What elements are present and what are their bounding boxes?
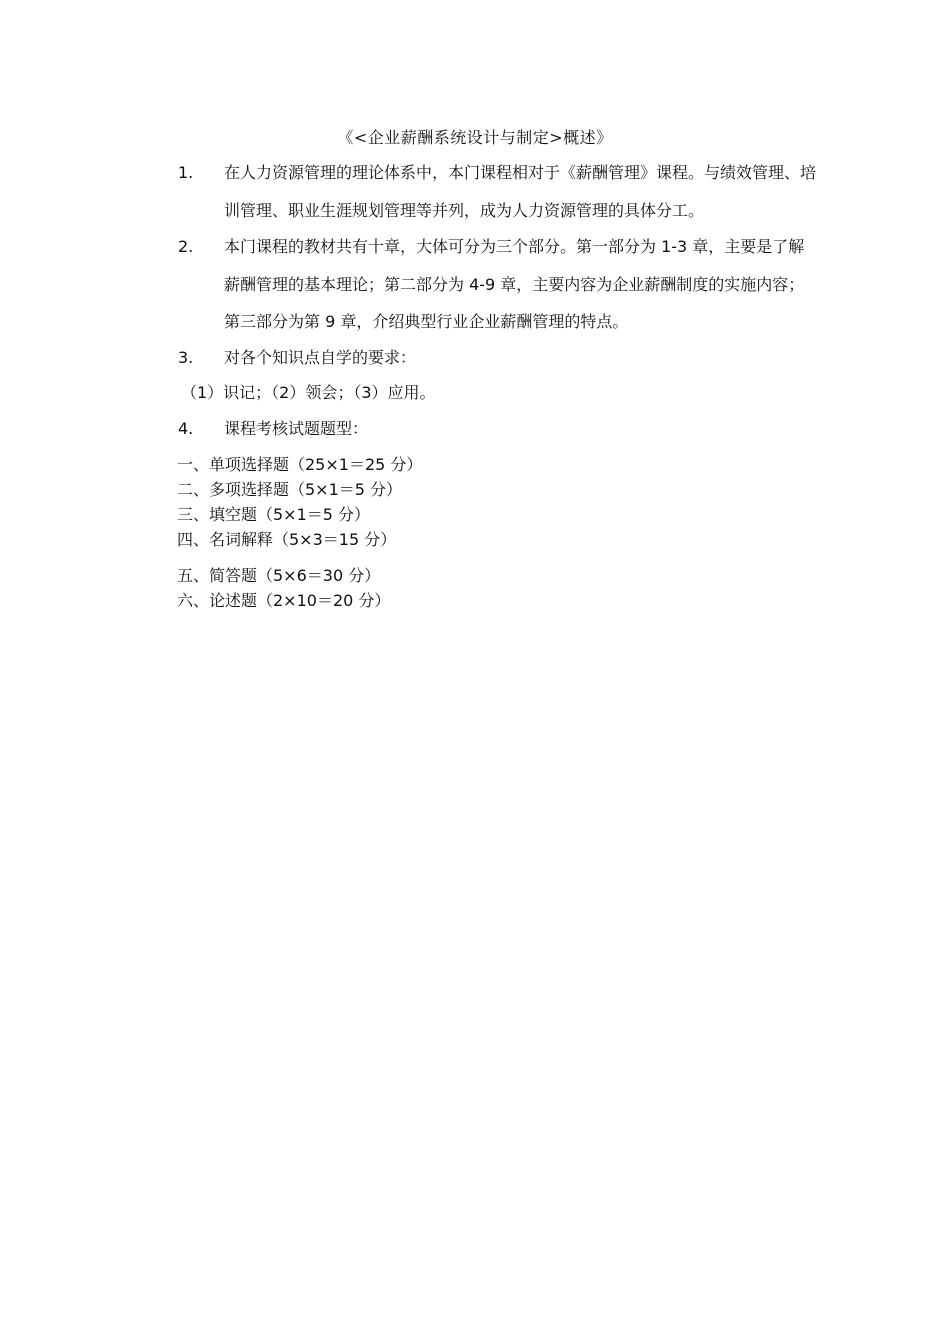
item-text: 课程考核试题题型： <box>224 419 369 438</box>
list-item <box>178 154 818 229</box>
question-type-list <box>177 452 422 552</box>
question-type: 四、名词解释（5×3＝15 分） <box>177 530 397 549</box>
list-item <box>178 228 818 341</box>
page-title: 《<企业薪酬系统设计与制定>概述》 <box>337 128 613 147</box>
list-item <box>178 339 818 377</box>
question-type: 三、填空题（5×1＝5 分） <box>177 505 371 524</box>
item-number: 4. <box>178 419 194 438</box>
item-number: 2. <box>178 237 194 256</box>
question-type: 五、简答题（5×6＝30 分） <box>177 566 381 585</box>
item-text: 本门课程的教材共有十章，大体可分为三个部分。第一部分为 1-3 章，主要是了解薪酬管理的基本理论；第二部分为 4-9 章，主要内容为企业薪酬制度的实施内容；第三部分为第 9 章，介绍典型行业企业薪酬管理的特点。 <box>224 237 805 331</box>
list-item <box>178 410 818 448</box>
question-type: 二、多项选择题（5×1＝5 分） <box>177 480 403 499</box>
question-type: 六、论述题（2×10＝20 分） <box>177 591 391 610</box>
question-type-list <box>177 563 390 613</box>
item-number: 3. <box>178 348 194 367</box>
question-type: 一、单项选择题（25×1＝25 分） <box>177 455 423 474</box>
item-text: 对各个知识点自学的要求： <box>224 348 417 367</box>
learning-levels: （1）识记；（2）领会；（3）应用。 <box>181 383 436 402</box>
item-text: 在人力资源管理的理论体系中，本门课程相对于《薪酬管理》课程。与绩效管理、培训管理、职业生涯规划管理等并列，成为人力资源管理的具体分工。 <box>224 163 817 220</box>
item-number: 1. <box>178 163 194 182</box>
